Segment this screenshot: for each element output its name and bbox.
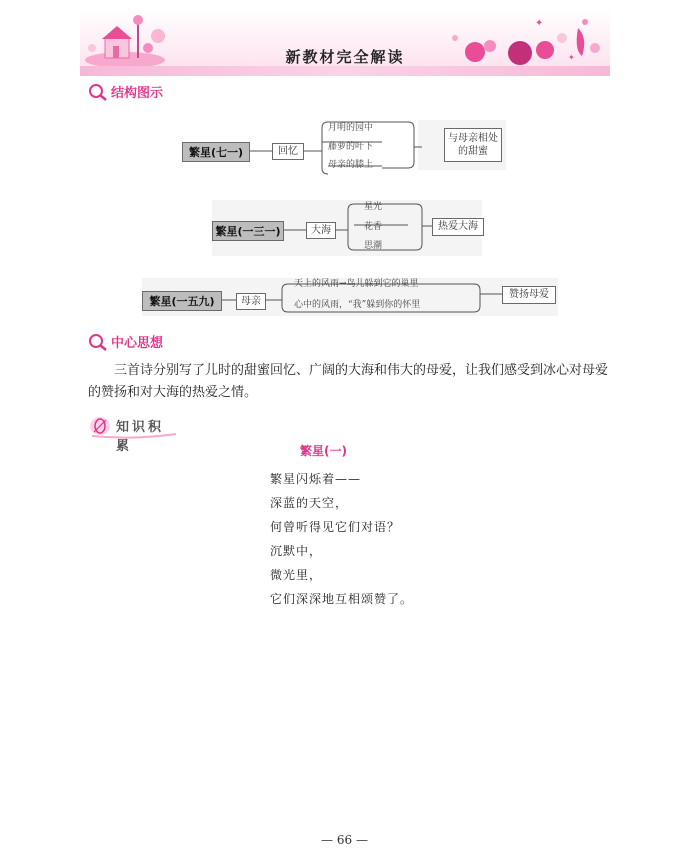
diagram-leaf: 月明的园中: [328, 123, 374, 133]
structure-diagram-1: [182, 114, 512, 176]
poem-line: 它们深深地互相颂赞了。: [270, 592, 414, 606]
diagram-middle: 母亲: [236, 293, 266, 310]
magnifier-icon: [88, 333, 108, 351]
magnifier-icon: [88, 83, 108, 101]
diagram-leaf: 心中的风雨，“我”躲到你的怀里: [294, 300, 421, 310]
section-label: 中心思想: [111, 336, 164, 351]
diagram-leaf: 星光: [364, 202, 383, 212]
diagram-leaf: 花香: [364, 222, 383, 232]
header-title: 新教材完全解读: [285, 48, 405, 66]
poem-line: 深蓝的天空，: [270, 496, 349, 510]
structure-diagram-3: [142, 276, 558, 316]
diagram-leaf: 母亲的膝上: [328, 160, 374, 170]
structure-diagram-2: [212, 196, 488, 256]
diagram-root: 繁星(七一): [182, 142, 250, 162]
diagram-root: 繁星(一五九): [142, 291, 222, 311]
diagram-result: 赞扬母爱: [502, 286, 556, 304]
diagram-leaf: 思潮: [364, 241, 383, 251]
section-label: 结构图示: [111, 86, 164, 101]
header-bar: [80, 66, 610, 76]
section-label: 知识积累: [116, 420, 165, 454]
poem-line: 微光里，: [270, 568, 323, 582]
poem-line: 繁星闪烁着——: [270, 472, 362, 486]
page-number: — 66 —: [321, 833, 368, 847]
section-heading-theme: [88, 332, 163, 351]
diagram-middle: 回忆: [272, 143, 304, 160]
diagram-result: 热爱大海: [432, 218, 484, 236]
diagram-root: 繁星(一三一): [212, 221, 284, 241]
svg-text:✦: ✦: [535, 18, 544, 29]
diagram-middle: 大海: [306, 222, 336, 239]
page-header: [80, 8, 610, 76]
theme-paragraph: 三首诗分别写了儿时的甜蜜回忆、广阔的大海和伟大的母爱，让我们感受到冰心对母爱的赞扬和对大海的热爱之情。: [88, 363, 609, 400]
diagram-leaf: 天上的风雨→鸟儿躲到它的巢里: [294, 279, 419, 289]
svg-text:✦: ✦: [568, 53, 575, 62]
section-heading-knowledge: [88, 414, 178, 454]
diagram-result: 与母亲相处的甜蜜: [444, 128, 502, 162]
poem-line: 沉默中，: [270, 544, 323, 558]
diagram-leaf: 藤萝的叶下: [328, 142, 374, 152]
poem-title: 繁星(一): [300, 444, 347, 458]
poem-line: 何曾听得见它们对语？: [270, 520, 401, 534]
section-heading-structure: [88, 82, 163, 101]
